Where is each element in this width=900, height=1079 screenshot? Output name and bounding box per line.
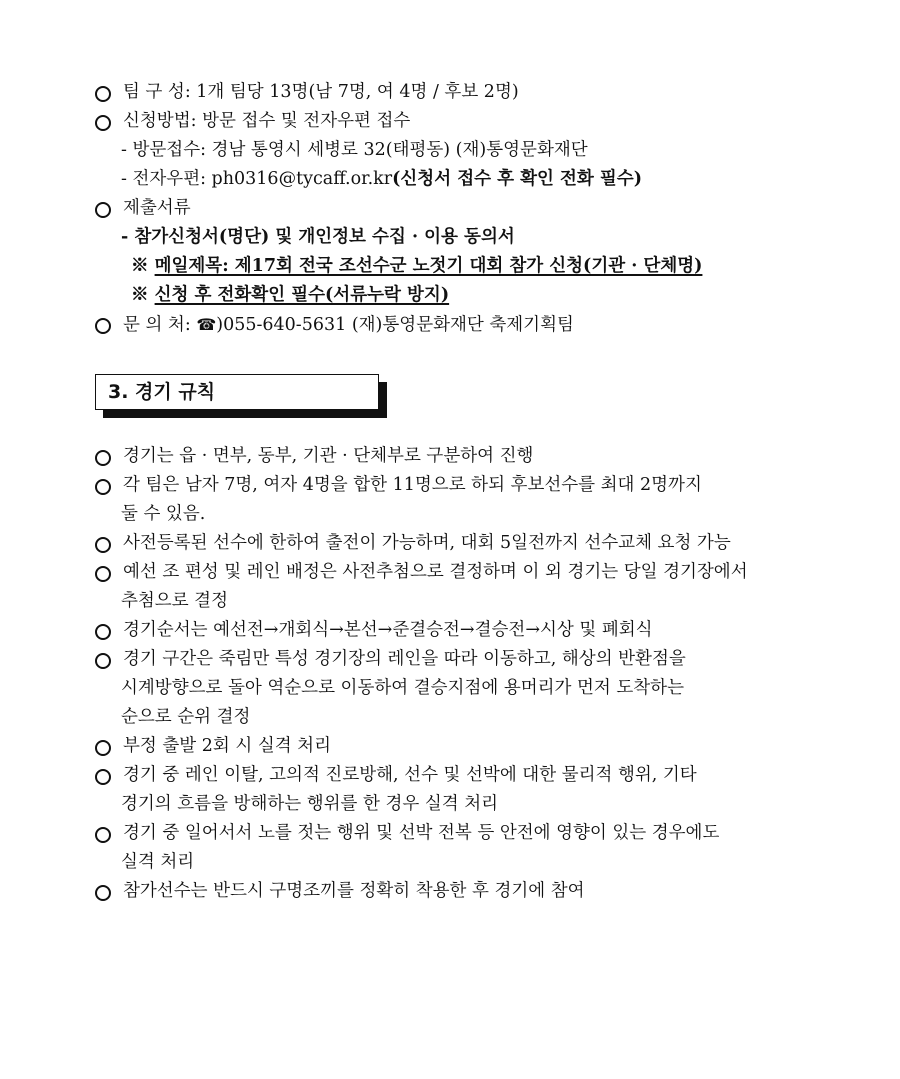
documents-item-text: - 참가신청서(명단) 및 개인정보 수집 · 이용 동의서 — [121, 227, 515, 247]
email-application-text: - 전자우편: ph0316@tycaff.or.kr — [121, 169, 393, 189]
rule-item — [95, 819, 835, 848]
visit-application-text: - 방문접수: 경남 통영시 세병로 32(태평동) (재)통영문화재단 — [121, 140, 588, 160]
circle-bullet-icon — [95, 115, 111, 131]
rule-text: 경기 중 일어서서 노를 젓는 행위 및 선박 전복 등 안전에 영향이 있는 경우에도 — [123, 823, 720, 843]
rule-item — [95, 703, 835, 732]
email-subject-note-line — [95, 252, 835, 281]
section-heading — [95, 374, 385, 416]
team-composition-text: 팀 구 성: 1개 팀당 13명(남 7명, 여 4명 / 후보 2명) — [123, 82, 519, 102]
rule-item — [95, 877, 835, 906]
application-method-text: 신청방법: 방문 접수 및 전자우편 접수 — [123, 111, 411, 131]
reference-mark-icon: ※ — [131, 256, 149, 276]
rule-item — [95, 790, 835, 819]
circle-bullet-icon — [95, 318, 111, 334]
rule-text: 부정 출발 2회 시 실격 처리 — [123, 736, 331, 756]
circle-bullet-icon — [95, 885, 111, 901]
visit-application-line — [95, 136, 835, 165]
email-application-line — [95, 165, 835, 194]
rule-item — [95, 616, 835, 645]
rule-text: 예선 조 편성 및 레인 배정은 사전추첨으로 결정하며 이 외 경기는 당일 경기장에서 — [123, 562, 748, 582]
rule-item — [95, 558, 835, 587]
rule-item — [95, 500, 835, 529]
contact-line — [95, 310, 835, 340]
rule-item — [95, 848, 835, 877]
rule-text: 경기순서는 예선전→개회식→본선→준결승전→결승전→시상 및 폐회식 — [123, 620, 653, 640]
documents-heading: 제출서류 — [123, 198, 191, 218]
rule-item — [95, 732, 835, 761]
rule-text: 실격 처리 — [121, 852, 195, 872]
circle-bullet-icon — [95, 450, 111, 466]
rule-text: 추첨으로 결정 — [121, 591, 228, 611]
rule-item — [95, 587, 835, 616]
reference-mark-icon: ※ — [131, 285, 149, 305]
rule-item — [95, 471, 835, 500]
rule-text: 참가선수는 반드시 구명조끼를 정확히 착용한 후 경기에 참여 — [123, 881, 585, 901]
circle-bullet-icon — [95, 827, 111, 843]
rule-item — [95, 674, 835, 703]
circle-bullet-icon — [95, 653, 111, 669]
rule-text: 경기 구간은 죽림만 특성 경기장의 레인을 따라 이동하고, 해상의 반환점을 — [123, 649, 686, 669]
phone-icon: ☎ — [196, 315, 217, 334]
circle-bullet-icon — [95, 86, 111, 102]
rule-text: 경기는 읍 · 면부, 동부, 기관 · 단체부로 구분하여 진행 — [123, 446, 534, 466]
circle-bullet-icon — [95, 537, 111, 553]
rule-text: 경기 중 레인 이탈, 고의적 진로방해, 선수 및 선박에 대한 물리적 행위, 기타 — [123, 765, 697, 785]
rule-text: 경기의 흐름을 방해하는 행위를 한 경우 실격 처리 — [121, 794, 499, 814]
rules-list — [95, 442, 835, 906]
rule-text: 사전등록된 선수에 한하여 출전이 가능하며, 대회 5일전까지 선수교체 요청 가능 — [123, 533, 731, 553]
email-subject-note-text: 메일제목: 제17회 전국 조선수군 노젓기 대회 참가 신청(기관 · 단체명) — [154, 256, 703, 276]
phone-confirm-note-line — [95, 281, 835, 310]
circle-bullet-icon — [95, 479, 111, 495]
circle-bullet-icon — [95, 624, 111, 640]
documents-line — [95, 194, 835, 223]
rule-text: 시계방향으로 돌아 역순으로 이동하여 결승지점에 용머리가 먼저 도착하는 — [121, 678, 684, 698]
rule-text: 각 팀은 남자 7명, 여자 4명을 합한 11명으로 하되 후보선수를 최대 2명까지 — [123, 475, 702, 495]
rule-item — [95, 529, 835, 558]
rule-item — [95, 645, 835, 674]
section-heading-title: 3. 경기 규칙 — [95, 374, 379, 410]
document-page — [95, 78, 835, 906]
rule-text: 순으로 순위 결정 — [121, 707, 251, 727]
phone-confirm-note-text: 신청 후 전화확인 필수(서류누락 방지) — [154, 285, 450, 305]
team-composition-line — [95, 78, 835, 107]
documents-item-line — [95, 223, 835, 252]
email-confirm-note: (신청서 접수 후 확인 전화 필수) — [392, 169, 642, 189]
circle-bullet-icon — [95, 202, 111, 218]
rule-item — [95, 761, 835, 790]
circle-bullet-icon — [95, 566, 111, 582]
contact-label: 문 의 처: — [123, 315, 191, 335]
rule-text: 둘 수 있음. — [121, 504, 206, 524]
application-method-line — [95, 107, 835, 136]
circle-bullet-icon — [95, 740, 111, 756]
contact-details: )055-640-5631 (재)통영문화재단 축제기획팀 — [216, 315, 574, 335]
circle-bullet-icon — [95, 769, 111, 785]
rule-item — [95, 442, 835, 471]
